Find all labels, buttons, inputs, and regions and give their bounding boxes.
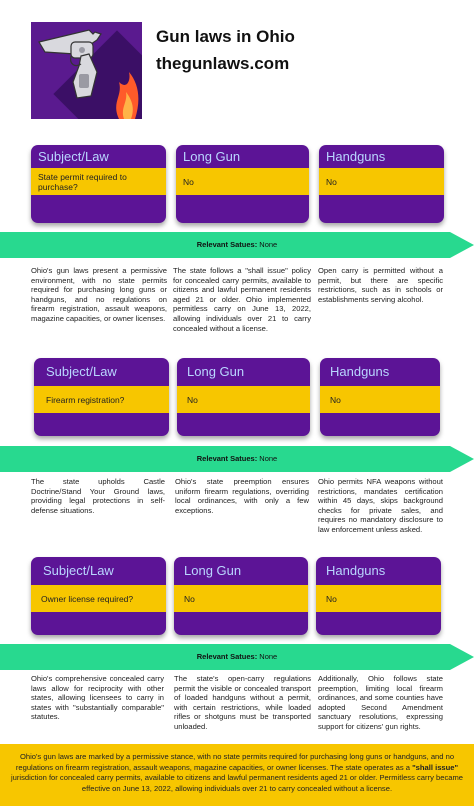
subject-card-2 [34,358,169,436]
summary-text-part-2: jurisdiction for concealed carry permits, available to citizens and lawful permanent residents aged 21 or older. Permitless carry became effective on June 13, 2022, allowing individuals over 21 to carry concealed without a license. [10,773,464,793]
relevant-statutes-banner-2 [0,446,474,472]
subject-card-3 [31,557,166,635]
paragraph-1-3: Open carry is permitted without a permit, but there are specific restrictions, such as in schools or establishments serving alcohol. [318,266,443,304]
handguns-card-1 [319,145,444,223]
relevant-statutes-label: Relevant Satues: [196,240,258,249]
summary-text-part-1: Ohio's gun laws are marked by a permissive stance, with no state permits required for purchasing long guns or handguns, and no regulations on firearm registration, assault weapons, magazine capacities, or owner licenses. The state operates as a [15,752,455,772]
paragraph-3-2: The state's open-carry regulations permit the visible or concealed transport of loaded handguns without a permit, with certain restrictions, while loaded rifles or shotguns must be transported unloaded. [174,674,311,731]
handguns-card-3 [316,557,441,635]
handguns-header: Handguns [326,563,386,578]
subject-header: Subject/Law [38,149,109,164]
page-title: Gun laws in Ohio [156,27,295,46]
summary-footer [0,744,474,806]
site-name: thegunlaws.com [156,54,290,73]
long-gun-header: Long Gun [183,149,241,164]
subject-header: Subject/Law [43,563,114,578]
long-gun-header: Long Gun [187,364,245,379]
long-gun-card-2 [177,358,310,436]
handguns-value: No [316,585,441,612]
relevant-statutes-banner-1 [0,232,474,258]
relevant-statutes-value: None [259,240,278,249]
revolver-icon [31,22,142,119]
subject-card-1 [31,145,166,223]
relevant-statutes-value: None [259,652,278,661]
long-gun-header: Long Gun [184,563,242,578]
handguns-header: Handguns [326,149,386,164]
summary-text [0,744,474,794]
paragraph-3-3: Additionally, Ohio follows state preemption, limiting local firearm ordinances, and some counties have adopted Second Amendment sanctuary resolutions, expressing support for citizens' gun rights. [318,674,443,731]
relevant-statutes-label: Relevant Satues: [196,454,258,463]
long-gun-value: No [177,386,310,413]
subject-value: Firearm registration? [34,386,169,413]
handguns-card-2 [320,358,440,436]
paragraph-1-1: Ohio's gun laws present a permissive environment, with no state permits required for purchasing long guns or handguns, and no regulations on firearm registration, assault weapons, magazine capacities, or owner licenses. [31,266,167,323]
long-gun-value: No [176,168,309,195]
subject-header: Subject/Law [46,364,117,379]
long-gun-card-1 [176,145,309,223]
paragraph-2-3: Ohio permits NFA weapons without restrictions, mandates certification within 45 days, skips background checks for private sales, and requires no mandatory disclosure to law enforcement unless asked. [318,477,443,534]
paragraph-1-2: The state follows a "shall issue" policy for concealed carry permits, available to citizens and lawful permanent residents aged 21 or older. Ohio implemented permitless carry on June 13, 2022, allowing individuals over 21 to carry concealed without a license. [173,266,311,333]
handguns-header: Handguns [330,364,390,379]
handguns-value: No [320,386,440,413]
paragraph-2-2: Ohio's state preemption ensures uniform firearm regulations, overriding local ordinances, with only a few exceptions. [175,477,309,515]
revolver-logo [31,22,142,119]
paragraph-2-1: The state upholds Castle Doctrine/Stand Your Ground laws, providing legal protections in self-defense situations. [31,477,165,515]
relevant-statutes-value: None [259,454,278,463]
page-header [0,0,474,140]
summary-highlight: "shall issue" [412,762,459,772]
handguns-value: No [319,168,444,195]
relevant-statutes-label: Relevant Satues: [196,652,258,661]
long-gun-card-3 [174,557,308,635]
subject-value: State permit required to purchase? [31,168,166,195]
paragraph-3-1: Ohio's comprehensive concealed carry laws allow for reciprocity with other states, allowing licensees to carry in states with "substantially comparable" statutes. [31,674,164,722]
subject-value: Owner license required? [31,585,166,612]
long-gun-value: No [174,585,308,612]
relevant-statutes-banner-3 [0,644,474,670]
